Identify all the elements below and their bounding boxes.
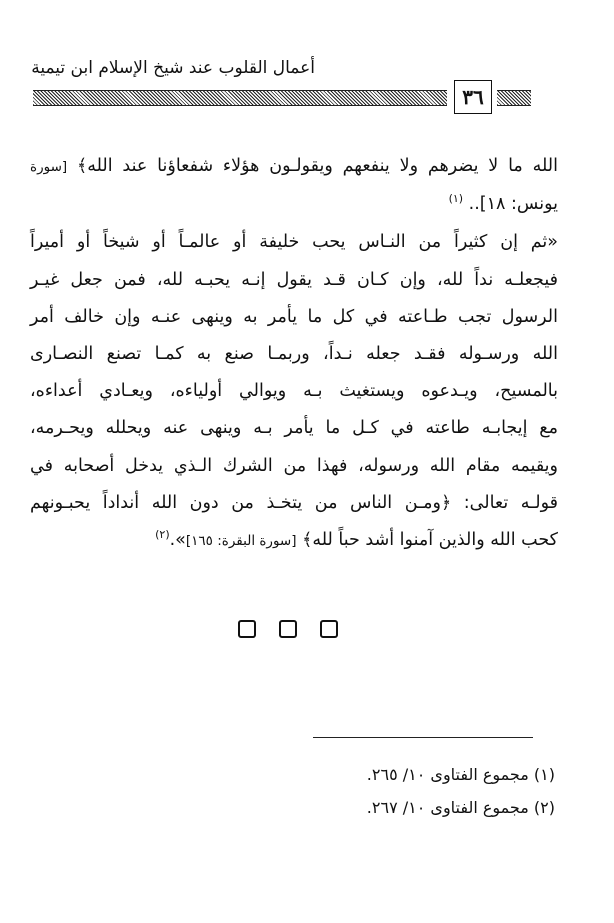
text-line-7: بالمسيح، ويـدعوه ويستغيث بـه ويوالي أولياءه، ويعـادي أعداءه،: [30, 381, 558, 402]
text-line-3: «ثم إن كثيراً من النـاس يحب خليفة أو عالمـاً أو شيخاً أو أميراً: [30, 232, 558, 253]
text-line-9: ويقيمه مقام الله ورسوله، فهذا من الشرك الـذي يدخل أصحابه في: [30, 455, 558, 476]
footnote-rule: [313, 737, 533, 738]
footnote-1: (١) مجموع الفتاوى ١٠/ ٢٦٥.: [366, 765, 555, 784]
footnotes: [250, 758, 555, 824]
running-header-title: أعمال القلوب عند شيخ الإسلام ابن تيمية: [31, 58, 315, 78]
text-line-2-content: يونس: ١٨]..: [468, 194, 558, 215]
footnote-marker-1: (١): [448, 192, 464, 206]
text-line-11: [30, 522, 558, 560]
separator-square-icon: [238, 620, 256, 638]
surah-reference-baqarah: [سورة البقرة: ١٦٥]: [185, 533, 297, 550]
footnote-2: (٢) مجموع الفتاوى ١٠/ ٢٦٧.: [366, 798, 555, 817]
footnote-marker-2: (٢): [155, 528, 170, 542]
text-line-6: الله ورسـوله فقـد جعله نـداً، وربمـا صنع به كمـا تصنع النصـارى: [30, 344, 558, 365]
section-separator: [238, 620, 338, 642]
closing-quote: ».: [169, 530, 186, 551]
text-line-8: مع إيجابـه طاعته في كـل ما يأمر بـه وينهى عنه ويحلله ويحـرمه،: [30, 418, 558, 439]
text-line-1-content: الله ما لا يضرهم ولا ينفعهم ويقولـون هؤلاء شفعاؤنا عند الله﴾: [76, 156, 558, 176]
body-text: [30, 148, 558, 560]
surah-reference-yunus: [سورة: [30, 159, 68, 175]
text-line-11-content: كحب الله والذين آمنوا أشد حباً لله﴾: [302, 530, 558, 551]
page-number: ٣٦: [454, 80, 492, 114]
text-line-2: [30, 186, 558, 224]
separator-square-icon: [320, 620, 338, 638]
text-line-4: فيجعلـه نداً لله، وإن كـان قـد يقول إنـه يحبـه لله، فمن جعل غيـر: [30, 269, 558, 290]
text-line-5: الرسول تجب طـاعته في كل ما يأمر به وينهى عنـه وإن خالف أمر: [30, 306, 558, 327]
text-line-10: قولـه تعالى: ﴿ومـن الناس من يتخـذ من دون الله أنداداً يحبـونهم: [30, 492, 558, 513]
header-rule-left: [33, 90, 447, 106]
header-rule-right: [497, 90, 531, 106]
text-line-1: [30, 148, 558, 186]
separator-square-icon: [279, 620, 297, 638]
